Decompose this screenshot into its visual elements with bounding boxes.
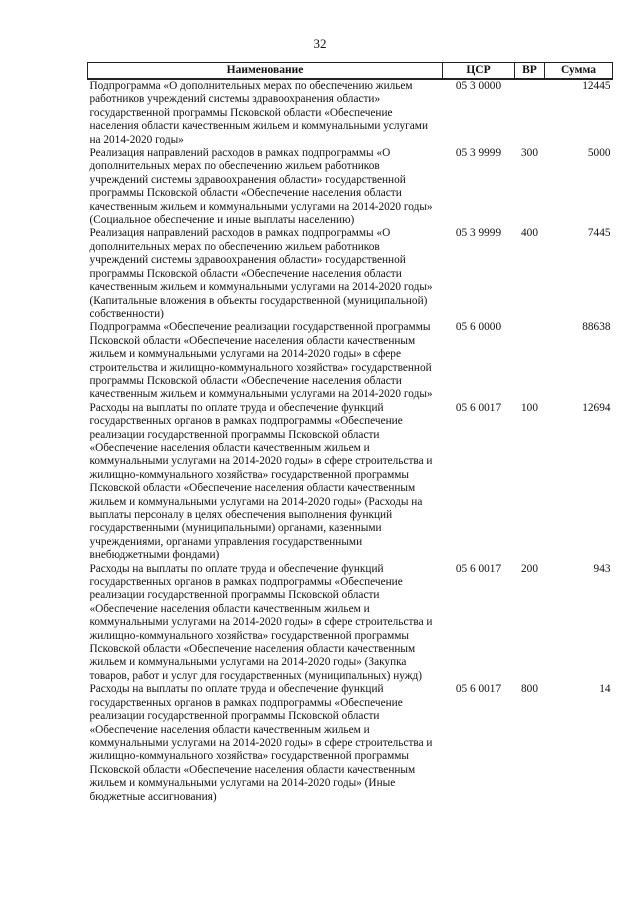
row-vr: 800 xyxy=(521,683,538,696)
row-code: 05 6 0000 xyxy=(455,321,502,334)
row-vr xyxy=(515,79,545,147)
row-vr xyxy=(515,321,545,401)
table-header-row xyxy=(88,63,613,80)
header-vr: ВР xyxy=(515,63,545,80)
row-vr: 100 xyxy=(521,401,538,414)
row-code: 05 3 9999 xyxy=(455,227,502,240)
row-sum: 7445 xyxy=(587,227,611,240)
row-vr: 400 xyxy=(521,227,538,240)
row-code: 05 3 9999 xyxy=(455,147,502,160)
row-sum: 943 xyxy=(593,562,611,575)
table-row xyxy=(88,563,613,684)
row-sum: 12694 xyxy=(582,401,611,414)
row-vr: 300 xyxy=(521,147,538,160)
table-row xyxy=(88,147,613,227)
header-sum: Сумма xyxy=(545,63,613,80)
row-name: Расходы на выплаты по оплате труда и обеспечение функций государственных органов в рамках подпрограммы «Обеспечение реализации государственной программы Псковской области «Обеспечение населения области качественным жильем и коммунальными услугами на 2014-2020 годы» в сфере строительства и жилищно-коммунального хозяйства» государственной программы Псковской области «Обеспечение населения области качественным жильем и коммунальными услугами на 2014-2020 годы» (Иные бюджетные ассигнования) xyxy=(89,683,433,803)
budget-table xyxy=(87,62,613,804)
row-code: 05 6 0017 xyxy=(455,683,502,696)
row-name: Расходы на выплаты по оплате труда и обеспечение функций государственных органов в рамках подпрограммы «Обеспечение реализации государственной программы Псковской области «Обеспечение населения области качественным жильем и коммунальными услугами на 2014-2020 годы» в сфере строительства и жилищно-коммунального хозяйства» государственной программы Псковской области «Обеспечение населения области качественным жильем и коммунальными услугами на 2014-2020 годы» (Закупка товаров, работ и услуг для государственных (муниципальных) нужд) xyxy=(89,562,433,682)
table-row xyxy=(88,79,613,147)
row-name: Расходы на выплаты по оплате труда и обеспечение функций государственных органов в рамках подпрограммы «Обеспечение реализации государственной программы Псковской области «Обеспечение населения области качественным жильем и коммунальными услугами на 2014-2020 годы» в сфере строительства и жилищно-коммунального хозяйства» государственной программы Псковской области «Обеспечение населения области качественным жильем и коммунальными услугами на 2014-2020 годы» (Расходы на выплаты персоналу в целях обеспечения выполнения функций государственными (муниципальными) органами, казенными учреждениями, органами управления государственными внебюджетными фондами) xyxy=(89,401,433,562)
table-row xyxy=(88,402,613,563)
header-name: Наименование xyxy=(88,63,443,80)
row-code: 05 6 0017 xyxy=(455,562,502,575)
row-name: Реализация направлений расходов в рамках подпрограммы «О дополнительных мерах по обеспечению жильем работников учреждений системы здравоохранения области» государственной программы Псковской области «Обеспечение населения области качественным жильем и коммунальными услугами на 2014-2020 годы» (Социальное обеспечение и иные выплаты населению) xyxy=(89,147,433,227)
header-code: ЦСР xyxy=(443,63,515,80)
row-sum: 88638 xyxy=(582,321,611,334)
table-row xyxy=(88,321,613,401)
row-sum: 5000 xyxy=(587,147,611,160)
row-code: 05 6 0017 xyxy=(455,401,502,414)
row-sum: 12445 xyxy=(582,80,611,92)
page-number: 32 xyxy=(313,36,327,51)
table-row xyxy=(88,683,613,804)
row-name: Подпрограмма «О дополнительных мерах по обеспечению жильем работников учреждений системы здравоохранения области» государственной программы Псковской области «Обеспечение населения области качественным жильем и коммунальными услугами на 2014-2020 годы» xyxy=(89,80,429,146)
row-name: Реализация направлений расходов в рамках подпрограммы «О дополнительных мерах по обеспечению жильем работников учреждений системы здравоохранения области» государственной программы Псковской области «Обеспечение населения области качественным жильем и коммунальными услугами на 2014-2020 годы» (Капитальные вложения в объекты государственной (муниципальной) собственности) xyxy=(89,227,433,320)
row-code: 05 3 0000 xyxy=(455,80,502,92)
row-name: Подпрограмма «Обеспечение реализации государственной программы Псковской области «Обеспечение населения области качественным жильем и коммунальными услугами на 2014-2020 годы» в сфере строительства и жилищно-коммунального хозяйства» государственной программы Псковской области «Обеспечение населения области качественным жильем и коммунальными услугами на 2014-2020 годы» xyxy=(89,321,433,401)
row-vr: 200 xyxy=(521,562,538,575)
table-row xyxy=(88,227,613,321)
row-sum: 14 xyxy=(599,683,611,696)
